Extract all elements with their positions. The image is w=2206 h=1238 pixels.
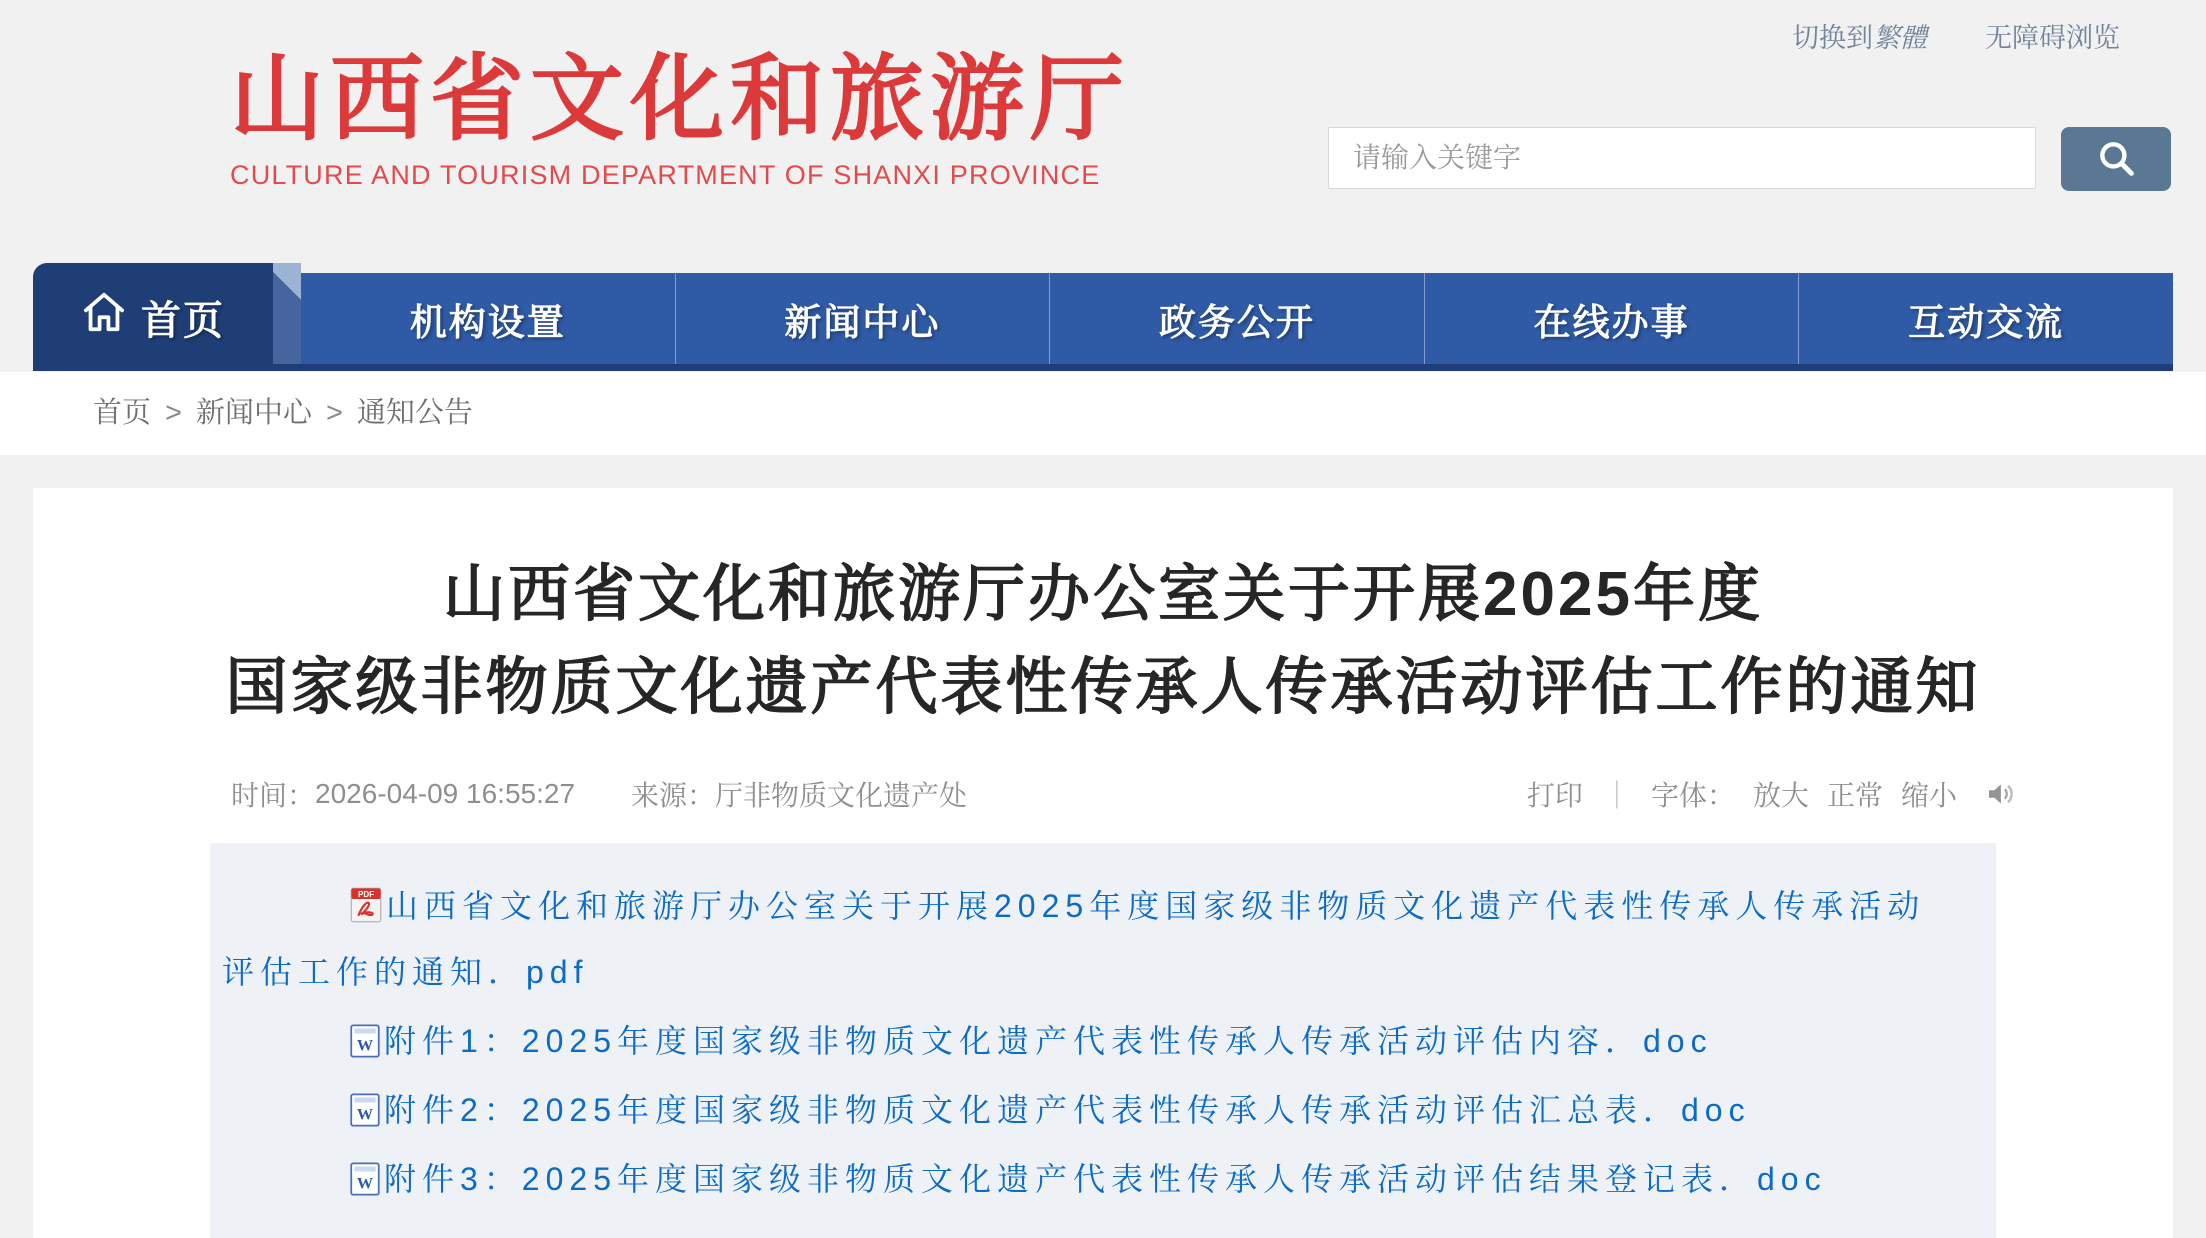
search-icon bbox=[2095, 137, 2137, 182]
attachment-box bbox=[210, 843, 1996, 1238]
article-meta-right bbox=[1527, 774, 2015, 814]
source-label: 来源： bbox=[631, 780, 716, 811]
attachment-row bbox=[222, 873, 1956, 1005]
site-search bbox=[1328, 127, 2171, 191]
article-meta-left bbox=[231, 774, 967, 814]
nav-item-online-services[interactable]: 在线办事 bbox=[1424, 273, 1799, 364]
breadcrumb-separator: > bbox=[325, 397, 343, 429]
search-input[interactable] bbox=[1328, 127, 2036, 189]
pdf-icon bbox=[286, 887, 382, 923]
breadcrumb-home[interactable]: 首页 bbox=[93, 397, 152, 429]
attachment-link-pdf-notice[interactable]: 山西省文化和旅游厅办公室关于开展2025年度国家级非物质文化遗产代表性传承人传承活动评估工作的通知．pdf bbox=[222, 888, 1926, 990]
attachment-link-doc-3[interactable]: 附件3：2025年度国家级非物质文化遗产代表性传承人传承活动评估结果登记表．doc bbox=[384, 1161, 1827, 1197]
attachment-link-doc-1[interactable]: 附件1：2025年度国家级非物质文化遗产代表性传承人传承活动评估内容．doc bbox=[384, 1023, 1713, 1059]
switch-traditional-em: 繁體 bbox=[1873, 23, 1927, 54]
switch-traditional-link[interactable] bbox=[1792, 16, 1927, 55]
home-icon bbox=[81, 289, 127, 345]
breadcrumb bbox=[93, 372, 2206, 455]
svg-text:W: W bbox=[356, 1105, 374, 1124]
article-meta bbox=[33, 776, 2173, 812]
nav-item-news[interactable]: 新闻中心 bbox=[675, 273, 1050, 364]
site-logo-chinese: 山西省文化和旅游厅 bbox=[230, 44, 1131, 154]
page-title-line1: 山西省文化和旅游厅办公室关于开展2025年度 bbox=[443, 560, 1763, 629]
page-title-line2: 国家级非物质文化遗产代表性传承人传承活动评估工作的通知 bbox=[225, 653, 1981, 722]
topbar bbox=[1792, 16, 2120, 55]
word-icon bbox=[286, 1093, 380, 1127]
nav-item-organization[interactable]: 机构设置 bbox=[409, 301, 566, 343]
breadcrumb-separator: > bbox=[165, 397, 182, 429]
svg-text:PDF: PDF bbox=[358, 890, 374, 900]
article-panel bbox=[33, 488, 2173, 1238]
meta-divider: ｜ bbox=[1602, 780, 1631, 811]
font-smaller-button[interactable]: 缩小 bbox=[1900, 780, 1957, 811]
site-logo[interactable] bbox=[230, 44, 1131, 191]
source-value: 厅非物质文化遗产处 bbox=[715, 780, 968, 811]
word-icon bbox=[286, 1024, 380, 1058]
breadcrumb-band bbox=[0, 372, 2206, 455]
font-larger-button[interactable]: 放大 bbox=[1752, 780, 1809, 811]
accessibility-link[interactable]: 无障碍浏览 bbox=[1985, 23, 2120, 53]
time-label: 时间： bbox=[231, 780, 316, 811]
nav-item-home[interactable] bbox=[33, 263, 273, 371]
word-icon bbox=[286, 1162, 380, 1196]
attachment-row bbox=[222, 1008, 1956, 1074]
page-title bbox=[33, 548, 2173, 734]
font-size-label: 字体： bbox=[1650, 780, 1735, 811]
print-button[interactable]: 打印 bbox=[1526, 780, 1583, 811]
search-button[interactable] bbox=[2061, 127, 2171, 191]
attachment-row bbox=[222, 1077, 1956, 1143]
nav-home-label: 首页 bbox=[141, 298, 225, 343]
nav-item-interaction[interactable]: 互动交流 bbox=[1798, 273, 2173, 364]
nav-items bbox=[301, 273, 2173, 364]
attachment-link-doc-2[interactable]: 附件2：2025年度国家级非物质文化遗产代表性传承人传承活动评估汇总表．doc bbox=[384, 1092, 1751, 1128]
attachment-row bbox=[222, 1146, 1956, 1212]
main-nav bbox=[33, 263, 2173, 371]
nav-bottom-strip bbox=[33, 364, 2173, 371]
nav-item-gov-affairs[interactable]: 政务公开 bbox=[1049, 273, 1424, 364]
svg-text:W: W bbox=[356, 1036, 374, 1055]
site-logo-english: CULTURE AND TOURISM DEPARTMENT OF SHANXI PROVINCE bbox=[230, 160, 1101, 190]
svg-text:W: W bbox=[356, 1174, 374, 1193]
speaker-icon[interactable] bbox=[1975, 778, 2015, 810]
publish-time: 2026-04-09 16:55:27 bbox=[315, 778, 576, 809]
breadcrumb-news-center[interactable]: 新闻中心 bbox=[195, 397, 312, 429]
breadcrumb-notices[interactable]: 通知公告 bbox=[356, 397, 473, 429]
nav-home-fold-decoration bbox=[273, 263, 301, 371]
switch-traditional-prefix: 切换到 bbox=[1792, 23, 1873, 53]
font-normal-button[interactable]: 正常 bbox=[1826, 780, 1883, 811]
